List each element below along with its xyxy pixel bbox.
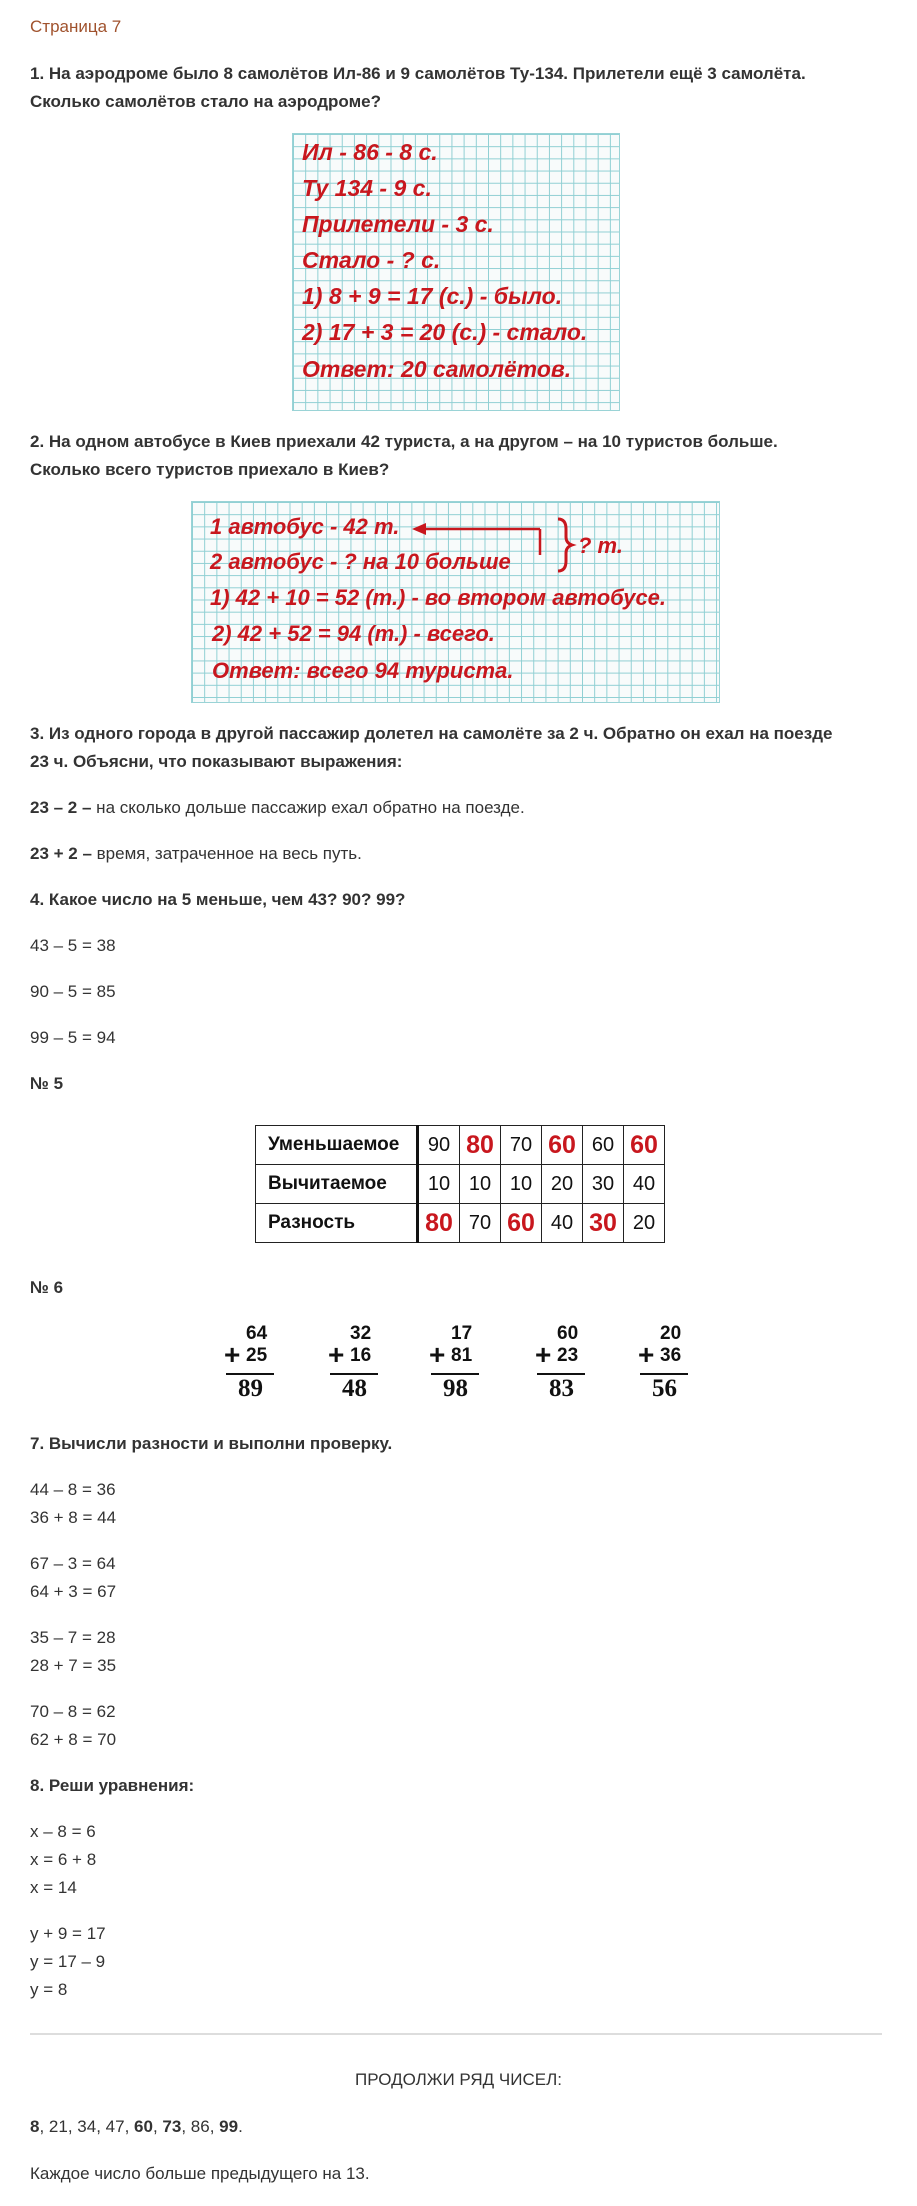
task3-explanation-2 bbox=[30, 840, 362, 868]
task3-question-line1: 3. Из одного города в другой пассажир долетел на самолёте за 2 ч. Обратно он ехал на поезде bbox=[30, 724, 833, 743]
sum: 89 bbox=[238, 1375, 263, 1402]
table-row bbox=[256, 1126, 665, 1165]
task2-question-line1: 2. На одном автобусе в Киев приехали 42 туриста, а на другом – на 10 туристов больше. bbox=[30, 432, 778, 451]
task4-answer: 90 – 5 = 85 bbox=[30, 982, 116, 1001]
task7-line: 36 + 8 = 44 bbox=[30, 1508, 117, 1527]
addend: 64 bbox=[246, 1323, 268, 1344]
task1-line: 2) 17 + 3 = 20 (с.) - стало. bbox=[302, 319, 588, 345]
task1-line: Прилетели - 3 с. bbox=[302, 211, 494, 237]
expression-bold: 23 – 2 – bbox=[30, 798, 92, 817]
plus-icon: + bbox=[328, 1339, 345, 1370]
task6-heading: № 6 bbox=[30, 1278, 64, 1297]
sequence-number: 21 bbox=[48, 2117, 68, 2136]
addend: 20 bbox=[660, 1323, 682, 1344]
sum: 83 bbox=[549, 1375, 574, 1402]
task2-question-line2: Сколько всего туристов приехало в Киев? bbox=[30, 460, 390, 479]
task1-question-line2: Сколько самолётов стало на аэродроме? bbox=[30, 92, 382, 111]
brace-label: ? т. bbox=[578, 533, 623, 558]
sum: 98 bbox=[443, 1375, 468, 1402]
addend: 32 bbox=[350, 1323, 372, 1344]
task2-line: 1 автобус - 42 т. bbox=[210, 514, 400, 539]
table-cell: 80 bbox=[460, 1126, 501, 1165]
addend: 23 bbox=[557, 1345, 579, 1366]
task8-line: x = 6 + 8 bbox=[30, 1850, 97, 1869]
task7-line: 44 – 8 = 36 bbox=[30, 1480, 116, 1499]
task7-line: 28 + 7 = 35 bbox=[30, 1656, 117, 1675]
task5-heading: № 5 bbox=[30, 1074, 64, 1093]
task8-line: y = 8 bbox=[30, 1980, 68, 1999]
sequence-number: 86 bbox=[190, 2117, 210, 2136]
task7-line: 62 + 8 = 70 bbox=[30, 1730, 117, 1749]
task7-line: 64 + 3 = 67 bbox=[30, 1582, 117, 1601]
table-cell: 30 bbox=[583, 1204, 624, 1243]
task7-line: 67 – 3 = 64 bbox=[30, 1554, 116, 1573]
subtraction-table bbox=[255, 1125, 665, 1243]
table-cell: 40 bbox=[624, 1165, 665, 1204]
table-cell: 60 bbox=[583, 1126, 624, 1165]
table-cell: 10 bbox=[418, 1165, 460, 1204]
table-cell: 10 bbox=[501, 1165, 542, 1204]
continue-heading: ПРОДОЛЖИ РЯД ЧИСЕЛ: bbox=[355, 2070, 562, 2089]
task1-line: 1) 8 + 9 = 17 (с.) - было. bbox=[302, 283, 563, 309]
table-cell: 10 bbox=[460, 1165, 501, 1204]
table-cell: 40 bbox=[542, 1204, 583, 1243]
plus-icon: + bbox=[535, 1339, 552, 1370]
task8-question: 8. Реши уравнения: bbox=[30, 1776, 195, 1795]
sequence-note: Каждое число больше предыдущего на 13. bbox=[30, 2164, 370, 2183]
task8-line: y = 17 – 9 bbox=[30, 1952, 106, 1971]
task4-answer: 43 – 5 = 38 bbox=[30, 936, 116, 955]
row-label: Вычитаемое bbox=[256, 1165, 418, 1204]
task8-line: x – 8 = 6 bbox=[30, 1822, 96, 1841]
table-row bbox=[256, 1204, 665, 1243]
table-cell: 20 bbox=[624, 1204, 665, 1243]
expression-text: время, затраченное на весь путь. bbox=[91, 844, 362, 863]
table-row bbox=[256, 1165, 665, 1204]
task2-line: 2 автобус - ? на 10 больше bbox=[210, 549, 511, 574]
task7-line: 35 – 7 = 28 bbox=[30, 1628, 116, 1647]
task3-explanation-1 bbox=[30, 794, 525, 822]
addend: 60 bbox=[557, 1323, 579, 1344]
task1-line: Ил - 86 - 8 с. bbox=[302, 139, 438, 165]
task2-line: 1) 42 + 10 = 52 (т.) - во втором автобусе. bbox=[210, 585, 667, 610]
table-cell: 60 bbox=[624, 1126, 665, 1165]
sequence-number: 73 bbox=[162, 2117, 182, 2136]
addend: 36 bbox=[660, 1345, 682, 1366]
table-cell: 60 bbox=[501, 1204, 542, 1243]
section-divider bbox=[30, 2033, 882, 2035]
task4-question: 4. Какое число на 5 меньше, чем 43? 90? 99? bbox=[30, 890, 406, 909]
sequence-number: 60 bbox=[134, 2117, 153, 2136]
task7-question: 7. Вычисли разности и выполни проверку. bbox=[30, 1434, 393, 1453]
task1-line: Ответ: 20 самолётов. bbox=[302, 356, 572, 382]
table-cell: 70 bbox=[460, 1204, 501, 1243]
task2-line: Ответ: всего 94 туриста. bbox=[212, 658, 514, 683]
addend: 25 bbox=[246, 1345, 268, 1366]
task8-line: x = 14 bbox=[30, 1878, 77, 1897]
task3-question-line2: 23 ч. Объясни, что показывают выражения: bbox=[30, 752, 403, 771]
sequence-number: 34 bbox=[77, 2117, 97, 2136]
task1-line: Стало - ? с. bbox=[302, 247, 441, 273]
row-label: Разность bbox=[256, 1204, 418, 1243]
task1-question-line1: 1. На аэродроме было 8 самолётов Ил-86 и 9 самолётов Ту-134. Прилетели ещё 3 самолёта. bbox=[30, 64, 806, 83]
table-cell: 90 bbox=[418, 1126, 460, 1165]
table-cell: 20 bbox=[542, 1165, 583, 1204]
task7-line: 70 – 8 = 62 bbox=[30, 1702, 116, 1721]
addend: 17 bbox=[451, 1323, 473, 1344]
arrow-and-brace-icon bbox=[410, 515, 580, 575]
task1-line: Ту 134 - 9 с. bbox=[302, 175, 432, 201]
sum: 56 bbox=[652, 1375, 677, 1402]
page-title: Страница 7 bbox=[30, 17, 122, 36]
table-cell: 30 bbox=[583, 1165, 624, 1204]
sequence-number: 99 bbox=[219, 2117, 239, 2136]
plus-icon: + bbox=[224, 1339, 241, 1370]
plus-icon: + bbox=[429, 1339, 446, 1370]
row-label: Уменьшаемое bbox=[256, 1126, 418, 1165]
sum: 48 bbox=[342, 1375, 367, 1402]
task2-line: 2) 42 + 52 = 94 (т.) - всего. bbox=[212, 621, 495, 646]
table-cell: 70 bbox=[501, 1126, 542, 1165]
table-cell: 60 bbox=[542, 1126, 583, 1165]
number-sequence: 8, 21, 34, 47, 60, 73, 86, 99. bbox=[30, 2117, 243, 2136]
task8-line: y + 9 = 17 bbox=[30, 1924, 106, 1943]
task4-answer: 99 – 5 = 94 bbox=[30, 1028, 116, 1047]
sequence-number: 8 bbox=[30, 2117, 40, 2136]
expression-text: на сколько дольше пассажир ехал обратно на поезде. bbox=[91, 798, 525, 817]
plus-icon: + bbox=[638, 1339, 655, 1370]
sequence-number: 47 bbox=[105, 2117, 125, 2136]
expression-bold: 23 + 2 – bbox=[30, 844, 92, 863]
addend: 81 bbox=[451, 1345, 473, 1366]
addend: 16 bbox=[350, 1345, 372, 1366]
table-cell: 80 bbox=[418, 1204, 460, 1243]
